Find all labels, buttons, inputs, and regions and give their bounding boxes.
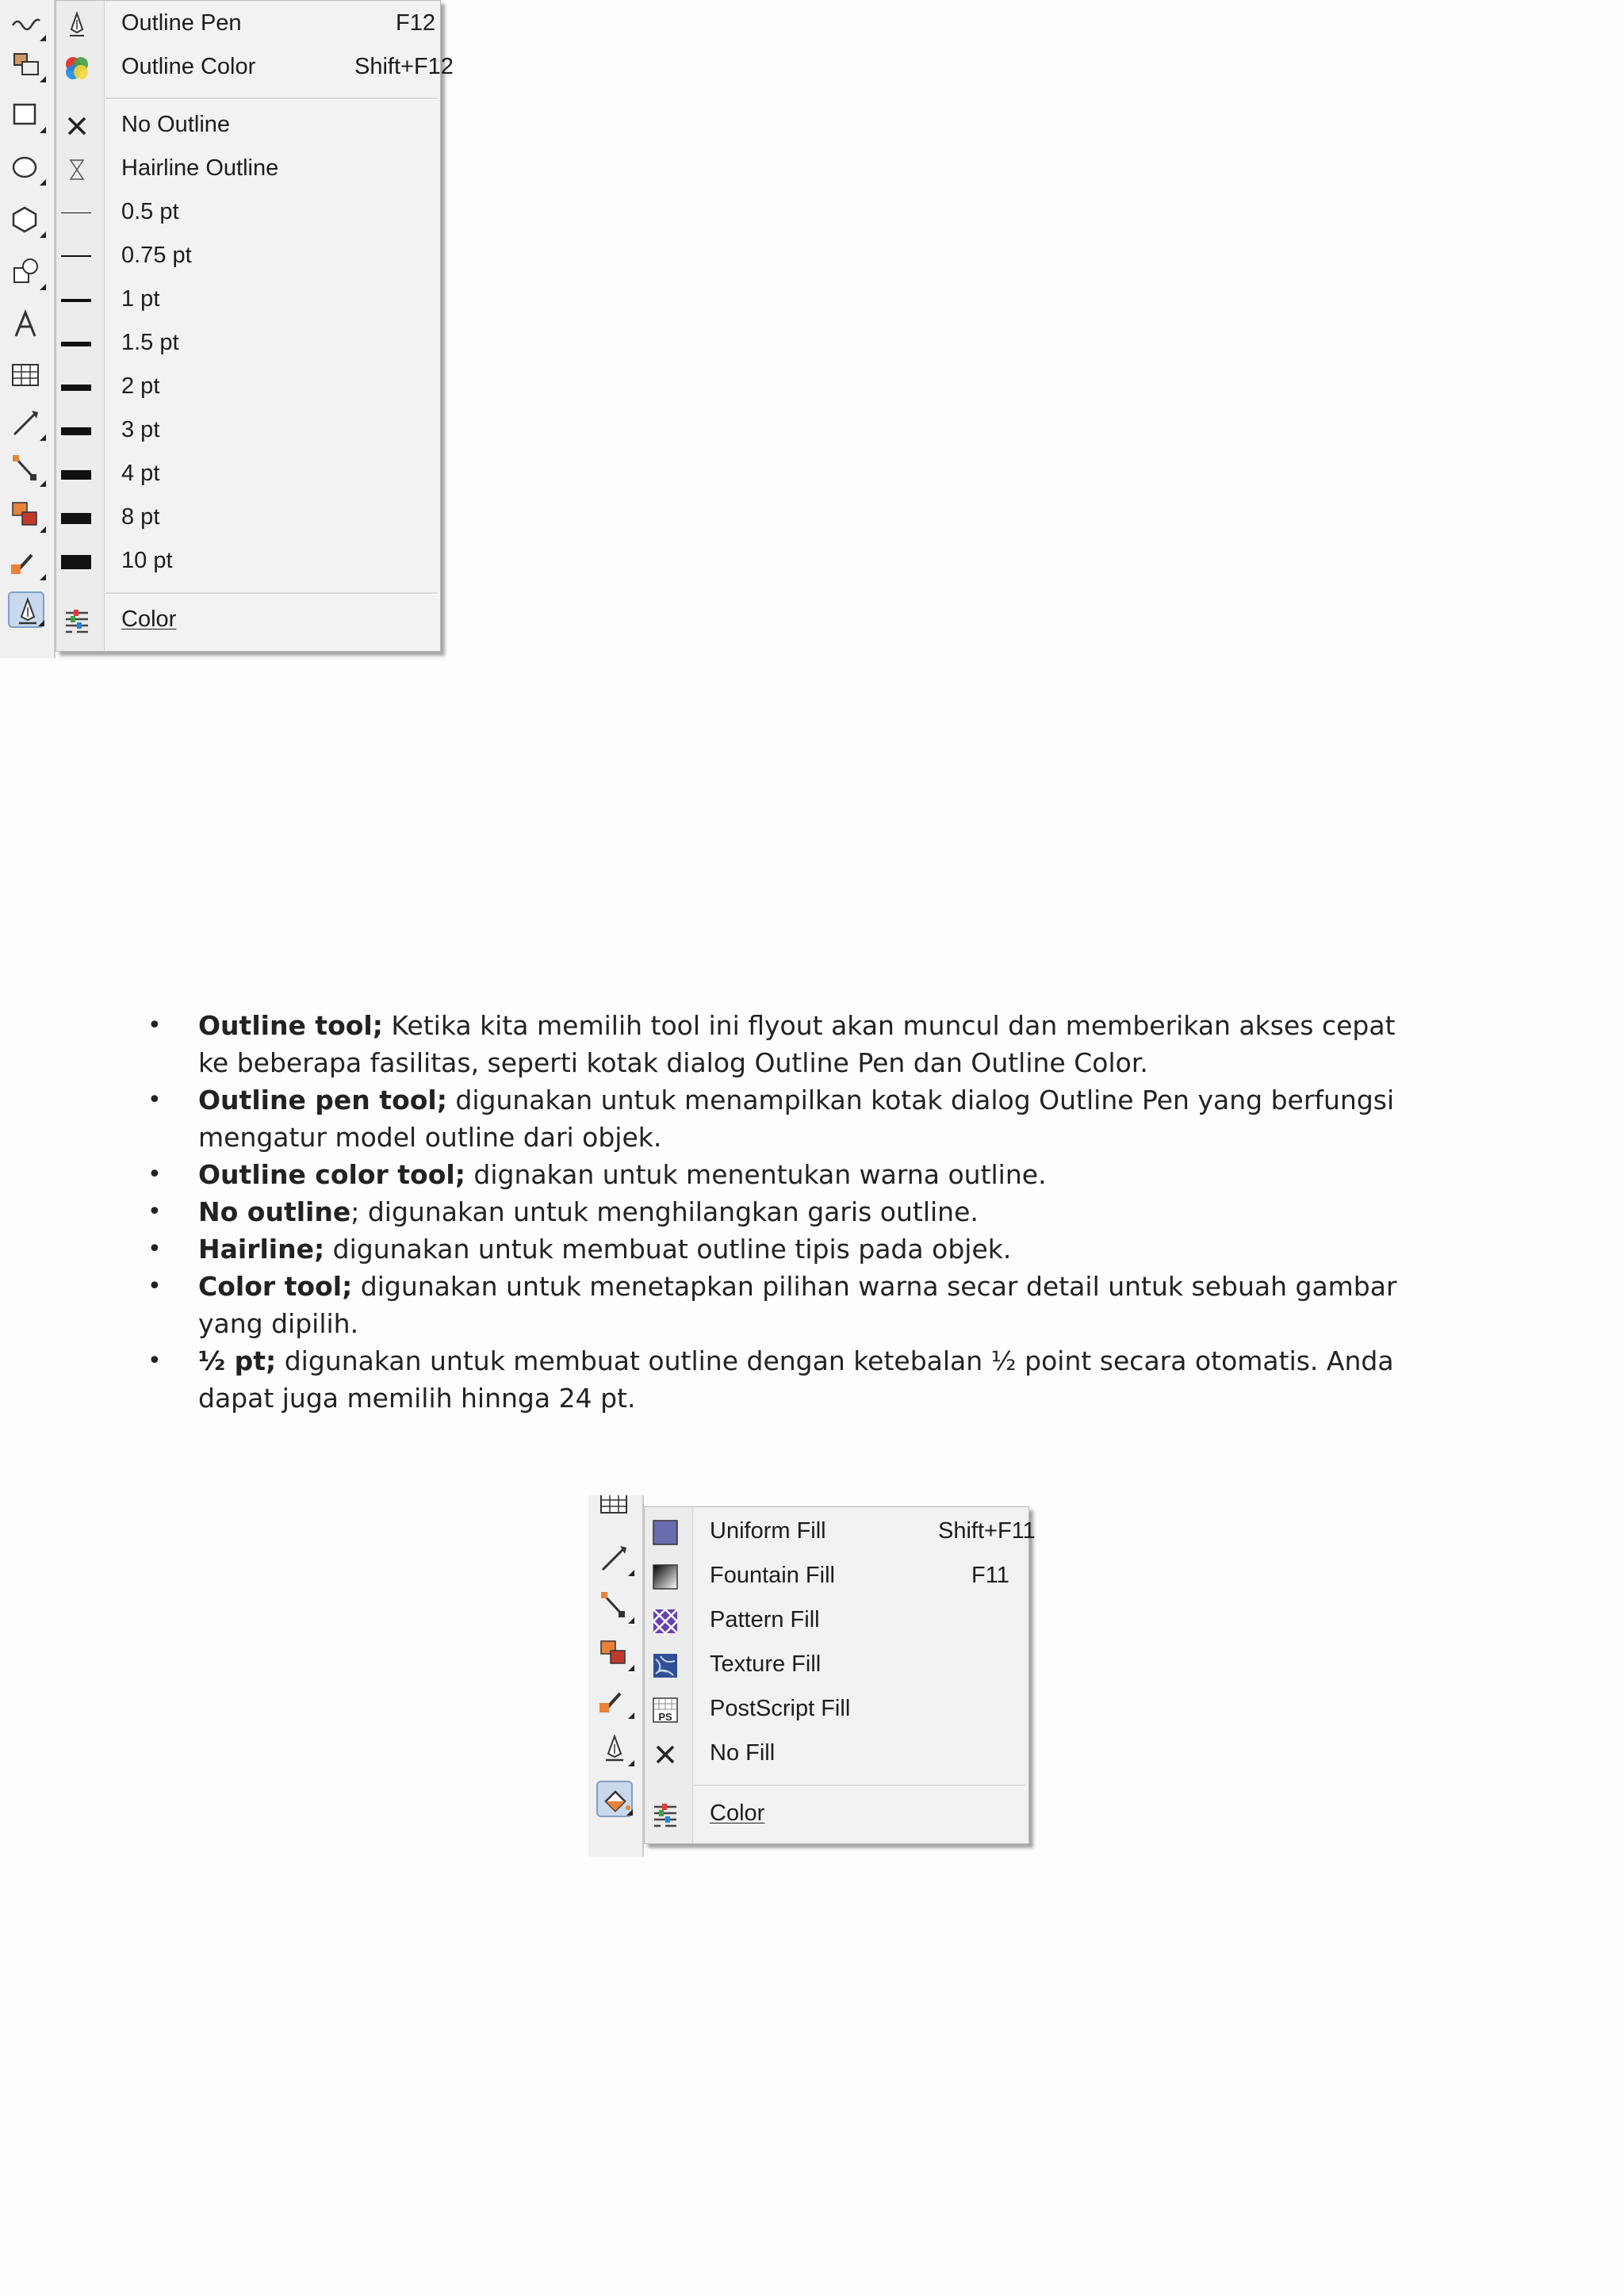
line-width-swatch [61, 342, 91, 346]
menu-item-label: Color [121, 607, 177, 632]
bullet-term: Hairline; [198, 1234, 325, 1265]
menu-item-color[interactable] [645, 1793, 1028, 1836]
menu-item-label: Texture Fill [710, 1651, 822, 1677]
list-item: • No outline; digunakan untuk menghilangkan garis outline. [147, 1196, 979, 1227]
menu-item-hairline-outline[interactable] [56, 147, 440, 191]
menu-item-2-pt[interactable] [56, 365, 440, 409]
menu-item-shortcut: Shift+F12 [354, 54, 454, 79]
outline-pen-icon [61, 9, 93, 40]
menu-item-4-pt[interactable] [56, 453, 440, 496]
rectangle-tool-icon[interactable] [8, 97, 44, 133]
line-width-swatch [61, 513, 91, 524]
menu-item-label: No Outline [121, 112, 231, 137]
menu-item-label: Outline Color [121, 54, 256, 79]
text-tool-icon[interactable] [8, 306, 44, 342]
menu-item-uniform-fill[interactable] [645, 1510, 1036, 1554]
list-item: • Outline tool; Ketika kita memilih tool ini flyout akan muncul dan memberikan akses cepat ke beberapa fasilitas, seperti kotak dialog Outline Pen dan Outline Color. [147, 1010, 1396, 1078]
menu-item-label: 1 pt [121, 286, 160, 312]
line-width-swatch [61, 427, 91, 435]
menu-item-label: Pattern Fill [710, 1607, 820, 1632]
list-item: • ½ pt; digunakan untuk membuat outline dengan ketebalan ½ point secara otomatis. Anda dapat juga memilih hinnga 24 pt. [147, 1345, 1394, 1414]
line-width-swatch [61, 470, 91, 480]
line-width-swatch [61, 212, 91, 213]
hairline-outline-icon [61, 154, 93, 186]
eyedropper-tool-icon[interactable] [596, 1682, 633, 1719]
basic-shapes-tool-icon[interactable] [8, 254, 44, 290]
menu-item-label: Hairline Outline [121, 155, 279, 181]
bullet-term: Color tool; [198, 1271, 353, 1302]
bullet-text: digunakan untuk menetapkan pilihan warna secar detail untuk sebuah gambar yang dipilih. [198, 1271, 1397, 1339]
color-docker-icon [61, 605, 93, 637]
line-width-swatch [61, 299, 91, 302]
outline-flyout-menu [56, 0, 454, 652]
line-width-swatch [61, 255, 91, 257]
menu-item-0-5-pt[interactable] [56, 191, 440, 235]
bullet-text: Ketika kita memilih tool ini flyout akan muncul dan memberikan akses cepat ke beberapa fasilitas, seperti kotak dialog Outline Pen dan Outline Color. [198, 1010, 1396, 1078]
outline-tool-icon[interactable] [8, 591, 44, 628]
pattern-fill-icon [649, 1605, 681, 1637]
bullet-term: ½ pt; [198, 1345, 277, 1376]
menu-item-label: Fountain Fill [710, 1563, 835, 1588]
no-fill-icon [649, 1739, 681, 1770]
list-item: • Outline pen tool; digunakan untuk menampilkan kotak dialog Outline Pen yang berfungsi mengatur model outline dari objek. [147, 1085, 1395, 1153]
eyedropper-tool-icon[interactable] [8, 544, 44, 580]
menu-item-3-pt[interactable] [56, 409, 440, 453]
polygon-tool-icon[interactable] [8, 201, 44, 238]
list-item: • Outline color tool; dignakan untuk menentukan warna outline. [147, 1159, 1047, 1190]
ellipse-tool-icon[interactable] [8, 149, 44, 186]
menu-separator [105, 98, 437, 100]
bullet-text: digunakan untuk menampilkan kotak dialog Outline Pen yang berfungsi mengatur model outline dari objek. [198, 1085, 1395, 1153]
menu-item-label: 2 pt [121, 373, 160, 399]
bullet-text: ; digunakan untuk menghilangkan garis outline. [350, 1196, 979, 1227]
menu-item-8-pt[interactable] [56, 496, 440, 540]
menu-item-label: 10 pt [121, 548, 173, 573]
menu-item-no-fill[interactable] [645, 1732, 1028, 1776]
menu-item-label: 3 pt [121, 417, 160, 442]
menu-item-pattern-fill[interactable] [645, 1599, 1028, 1643]
smart-fill-tool-icon[interactable] [8, 46, 44, 82]
bullet-term: Outline color tool; [198, 1159, 465, 1190]
menu-item-outline-color[interactable] [56, 46, 454, 90]
line-width-swatch [61, 385, 91, 391]
bullet-term: Outline tool; [198, 1010, 383, 1041]
line-width-swatch [61, 555, 91, 569]
bullet-text: dignakan untuk menentukan warna outline. [465, 1159, 1047, 1190]
menu-item-label: Color [710, 1800, 765, 1826]
menu-item-fountain-fill[interactable] [645, 1555, 1028, 1598]
no-outline-icon [61, 110, 93, 142]
postscript-fill-icon [649, 1694, 681, 1726]
texture-fill-icon [649, 1650, 681, 1682]
bullet-text: digunakan untuk membuat outline tipis pada objek. [324, 1234, 1012, 1265]
menu-item-label: 4 pt [121, 461, 160, 486]
menu-item-outline-pen[interactable] [56, 2, 440, 46]
menu-separator [105, 592, 437, 595]
menu-item-label: 0.5 pt [121, 199, 179, 224]
interactive-blend-tool-icon[interactable] [596, 1635, 633, 1671]
toolbox [0, 0, 56, 658]
menu-item-0-75-pt[interactable] [56, 235, 440, 278]
menu-item-color[interactable] [56, 599, 440, 642]
description-list [143, 1007, 1411, 1417]
menu-item-label: Uniform Fill [710, 1518, 826, 1544]
dimension-tool-icon[interactable] [8, 404, 44, 441]
list-item: • Color tool; digunakan untuk menetapkan pilihan warna secar detail untuk sebuah gambar yang dipilih. [147, 1271, 1397, 1339]
toolbox [588, 1495, 644, 1857]
menu-item-10-pt[interactable] [56, 540, 440, 584]
menu-item-1-5-pt[interactable] [56, 322, 440, 365]
fountain-fill-icon [649, 1561, 681, 1593]
menu-item-shortcut: F11 [971, 1563, 1009, 1588]
menu-item-label: 1.5 pt [121, 330, 179, 355]
svg-text:PS: PS [658, 1711, 672, 1723]
menu-item-label: Outline Pen [121, 10, 242, 36]
menu-separator [694, 1785, 1025, 1787]
bullet-term: No outline [198, 1196, 351, 1227]
menu-item-label: No Fill [710, 1740, 776, 1766]
menu-item-texture-fill[interactable] [645, 1644, 1028, 1687]
connector-tool-icon[interactable] [596, 1587, 633, 1624]
menu-item-label: PostScript Fill [710, 1696, 851, 1721]
menu-item-1-pt[interactable] [56, 278, 440, 322]
menu-item-shortcut: F12 [396, 10, 435, 36]
fill-flyout-screenshot [588, 1495, 1039, 1857]
table-tool-icon[interactable] [8, 357, 44, 393]
outline-tool-icon[interactable] [596, 1730, 633, 1766]
fill-tool-icon[interactable] [596, 1781, 633, 1817]
dimension-tool-icon[interactable] [596, 1540, 633, 1576]
menu-item-label: 0.75 pt [121, 243, 192, 268]
menu-item-no-outline[interactable] [56, 104, 440, 147]
fill-flyout-menu [644, 1506, 1036, 1844]
menu-item-label: 8 pt [121, 504, 160, 530]
color-docker-icon [649, 1799, 681, 1831]
uniform-fill-icon [649, 1517, 681, 1548]
interactive-blend-tool-icon[interactable] [8, 496, 44, 533]
list-item: • Hairline; digunakan untuk membuat outline tipis pada objek. [147, 1234, 1012, 1265]
bullet-term: Outline pen tool; [198, 1085, 447, 1115]
connector-tool-icon[interactable] [8, 450, 44, 487]
table-tool-icon[interactable] [596, 1495, 633, 1516]
bullet-text: digunakan untuk membuat outline dengan ketebalan ½ point secara otomatis. Anda dapat juga memilih hinnga 24 pt. [198, 1345, 1394, 1414]
freehand-tool-icon[interactable] [8, 5, 44, 41]
menu-item-postscript-fill[interactable] [645, 1688, 1028, 1732]
color-wheel-icon [61, 52, 93, 84]
menu-item-shortcut: Shift+F11 [938, 1518, 1036, 1544]
